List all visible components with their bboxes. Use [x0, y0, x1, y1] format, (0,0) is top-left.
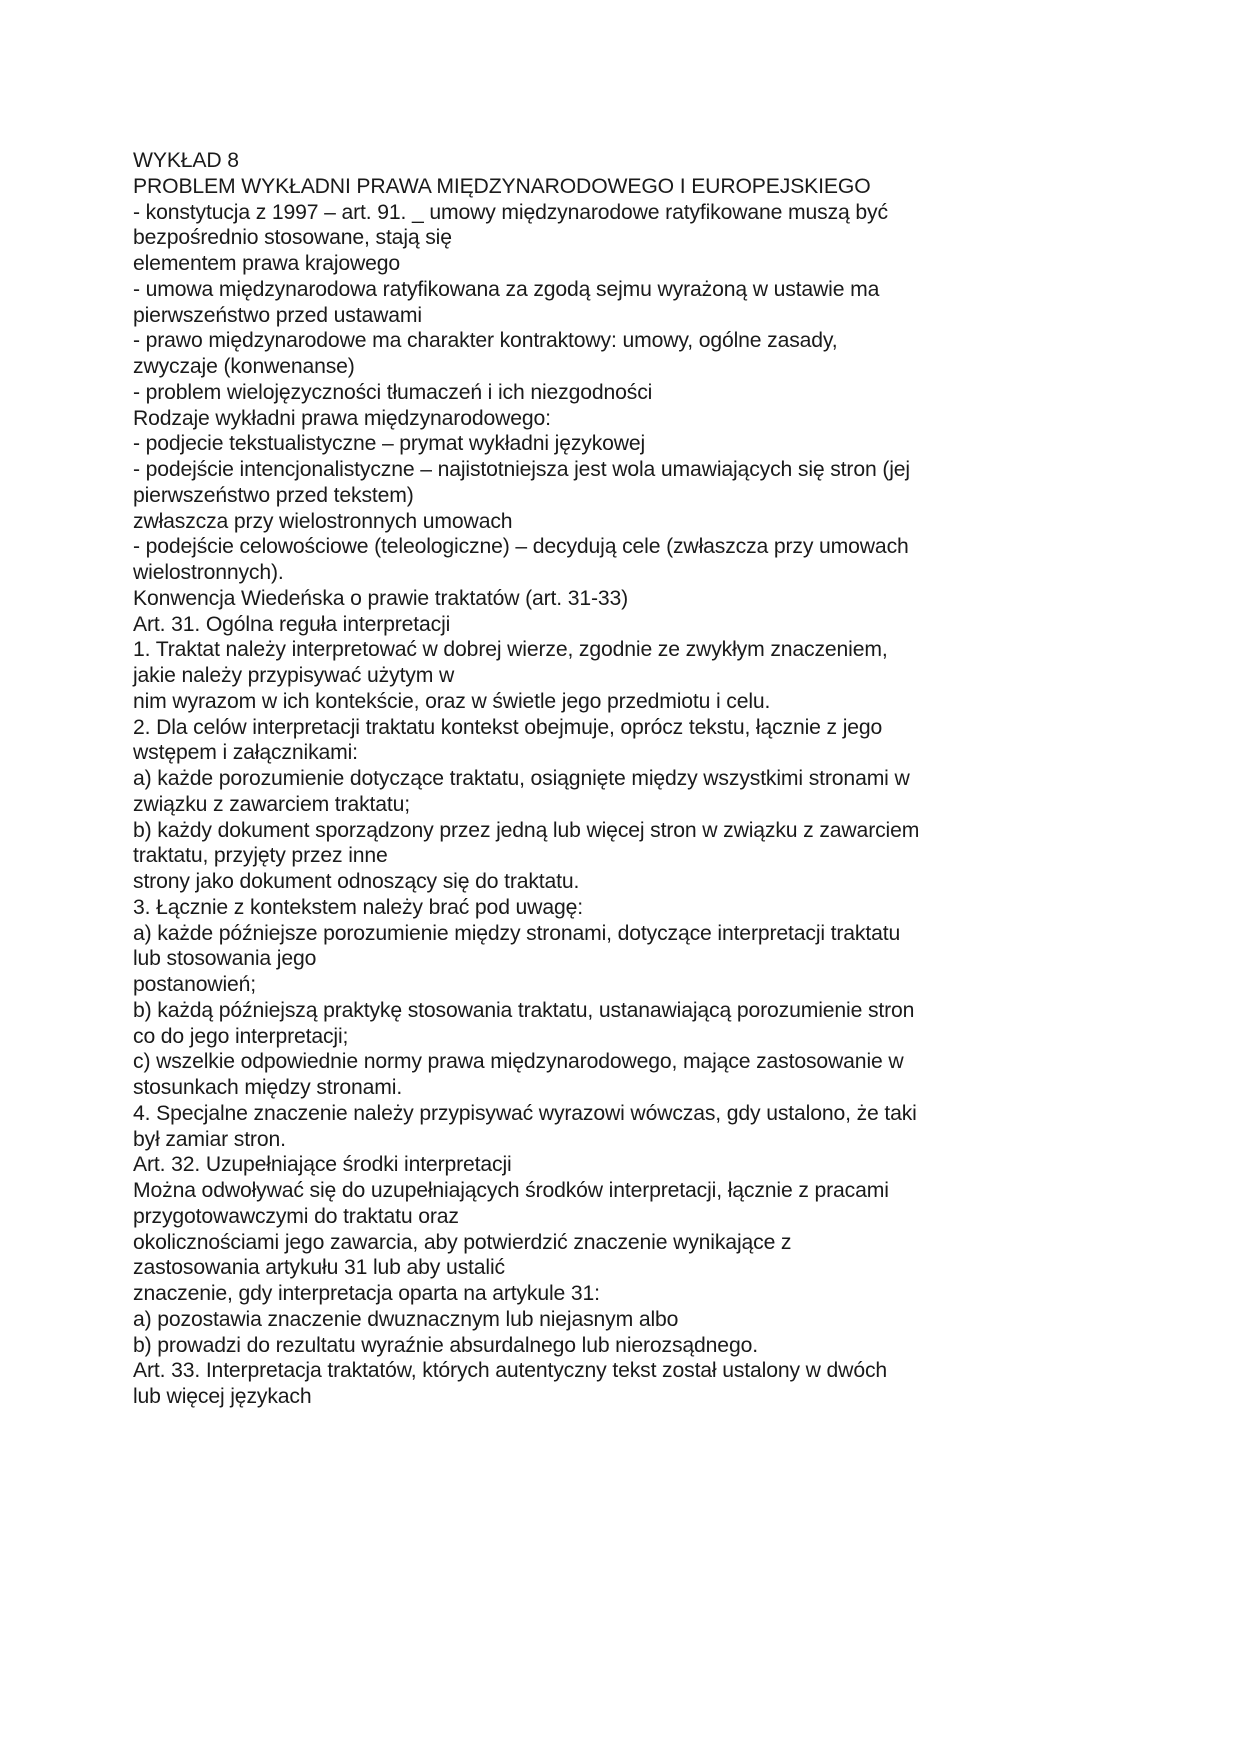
text-line: Można odwoływać się do uzupełniających środków interpretacji, łącznie z pracami	[133, 1178, 889, 1202]
text-line: zwłaszcza przy wielostronnych umowach	[133, 508, 513, 533]
text-line: postanowień;	[133, 972, 257, 996]
section-heading: Rodzaje wykładni prawa międzynarodowego:	[133, 405, 551, 430]
text-line: - podejście intencjonalistyczne – najistotniejsza jest wola umawiających się stron (jej	[133, 457, 910, 481]
text-line: b) każdy dokument sporządzony przez jedną lub więcej stron w związku z zawarciem	[133, 817, 920, 842]
text-line: lub więcej językach	[133, 1384, 312, 1408]
text-line: 3. Łącznie z kontekstem należy brać pod uwagę:	[133, 894, 583, 919]
text-line: jakie należy przypisywać użytym w	[133, 663, 455, 687]
text-line: bezpośrednio stosowane, stają się	[133, 225, 452, 250]
text-line: - umowa międzynarodowa ratyfikowana za zgodą sejmu wyrażoną w ustawie ma	[133, 276, 880, 301]
text-line: - problem wielojęzyczności tłumaczeń i ich niezgodności	[133, 379, 653, 404]
text-line: - podjecie tekstualistyczne – prymat wykładni językowej	[133, 431, 646, 456]
lecture-number-heading: WYKŁAD 8	[133, 148, 239, 172]
text-line: okolicznościami jego zawarcia, aby potwierdzić znaczenie wynikające z	[133, 1229, 792, 1254]
article-heading: Art. 32. Uzupełniające środki interpretacji	[133, 1152, 512, 1177]
text-line: pierwszeństwo przed tekstem)	[133, 482, 414, 507]
text-line: pierwszeństwo przed ustawami	[133, 302, 422, 327]
text-line: 1. Traktat należy interpretować w dobrej wierze, zgodnie ze zwykłym znaczeniem,	[133, 637, 888, 662]
text-line: b) każdą późniejszą praktykę stosowania traktatu, ustanawiającą porozumienie stron	[133, 997, 915, 1022]
text-line: 4. Specjalne znaczenie należy przypisywać wyrazowi wówczas, gdy ustalono, że taki	[133, 1100, 917, 1125]
text-line: był zamiar stron.	[133, 1126, 286, 1151]
document-body	[133, 148, 1118, 1410]
text-line: stosunkach między stronami.	[133, 1075, 403, 1099]
lecture-title-heading: PROBLEM WYKŁADNI PRAWA MIĘDZYNARODOWEGO I EUROPEJSKIEGO	[133, 173, 871, 198]
text-line: a) pozostawia znaczenie dwuznacznym lub niejasnym albo	[133, 1306, 679, 1331]
text-line: zwyczaje (konwenanse)	[133, 354, 355, 378]
text-line: c) wszelkie odpowiednie normy prawa międzynarodowego, mające zastosowanie w	[133, 1049, 904, 1074]
text-line: - konstytucja z 1997 – art. 91. _ umowy międzynarodowe ratyfikowane muszą być	[133, 199, 888, 224]
text-line: traktatu, przyjęty przez inne	[133, 843, 388, 868]
text-line: - prawo międzynarodowe ma charakter kontraktowy: umowy, ogólne zasady,	[133, 328, 838, 353]
text-line: nim wyrazom w ich kontekście, oraz w świetle jego przedmiotu i celu.	[133, 688, 771, 713]
section-heading: Konwencja Wiedeńska o prawie traktatów (art. 31-33)	[133, 585, 629, 610]
text-line: a) każde późniejsze porozumienie między stronami, dotyczące interpretacji traktatu	[133, 920, 901, 945]
text-line: znaczenie, gdy interpretacja oparta na artykule 31:	[133, 1281, 600, 1305]
text-line: wstępem i załącznikami:	[133, 740, 358, 765]
text-line: lub stosowania jego	[133, 946, 317, 971]
article-heading: Art. 33. Interpretacja traktatów, których autentyczny tekst został ustalony w dwóch	[133, 1358, 888, 1383]
text-line: przygotowawczymi do traktatu oraz	[133, 1203, 459, 1228]
text-line: b) prowadzi do rezultatu wyraźnie absurdalnego lub nierozsądnego.	[133, 1332, 758, 1357]
text-line: strony jako dokument odnoszący się do traktatu.	[133, 869, 580, 893]
text-line: zastosowania artykułu 31 lub aby ustalić	[133, 1255, 505, 1280]
text-line: a) każde porozumienie dotyczące traktatu, osiągnięte między wszystkimi stronami w	[133, 766, 910, 790]
text-line: co do jego interpretacji;	[133, 1023, 349, 1048]
article-heading: Art. 31. Ogólna reguła interpretacji	[133, 611, 451, 636]
text-line: związku z zawarciem traktatu;	[133, 791, 411, 816]
text-line: - podejście celowościowe (teleologiczne) – decydują cele (zwłaszcza przy umowach	[133, 534, 909, 559]
text-line: wielostronnych).	[133, 560, 284, 584]
text-line: elementem prawa krajowego	[133, 251, 401, 275]
text-line: 2. Dla celów interpretacji traktatu kontekst obejmuje, oprócz tekstu, łącznie z jego	[133, 714, 883, 739]
